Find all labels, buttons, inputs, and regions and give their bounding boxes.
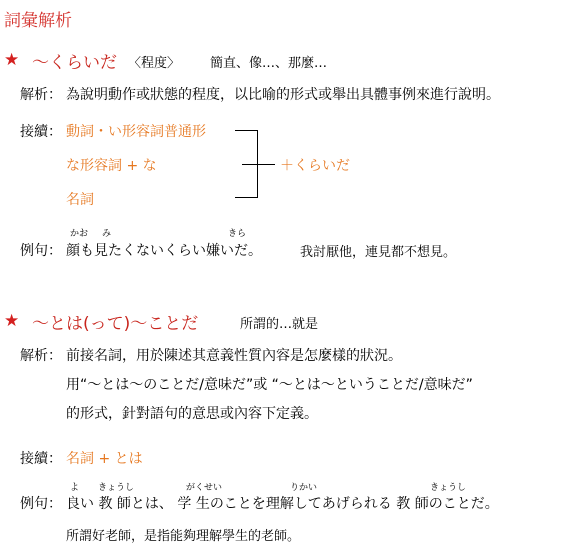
example-label-2: 例句： bbox=[20, 496, 62, 512]
example-segment: 師のことだ。 bbox=[414, 496, 499, 512]
example-word-gaku: 学 bbox=[177, 496, 192, 512]
furigana-rikai: りかい bbox=[290, 483, 318, 493]
connection-result-1: ＋くらいだ bbox=[280, 158, 350, 174]
example-segment: いだ。 bbox=[220, 243, 262, 259]
example-word-sei: 生 bbox=[195, 496, 210, 512]
example-segment: のことを bbox=[209, 496, 266, 512]
grammar-pattern-1: ～くらいだ bbox=[32, 53, 117, 73]
explanation-label-2: 解析： bbox=[20, 348, 62, 364]
furigana-mi: み bbox=[102, 229, 112, 239]
grammar-meaning-2: 所謂的…就是 bbox=[240, 317, 319, 332]
example-word-kyou-2: 教 bbox=[396, 496, 411, 512]
connection-item-2: な形容詞 + な bbox=[66, 158, 157, 174]
bracket-top-line bbox=[235, 130, 257, 131]
example-word-kyou: 教 bbox=[98, 496, 113, 512]
grammar-pattern-2: ～とは(って)～ことだ bbox=[32, 314, 199, 334]
furigana-kao: かお bbox=[70, 229, 89, 239]
example-segment: してあげられる bbox=[293, 496, 392, 512]
grammar-category-1: 〈程度〉 bbox=[128, 56, 181, 71]
star-icon: ★ bbox=[4, 311, 20, 331]
bracket-bottom-line bbox=[235, 197, 257, 198]
explanation-line-2: 用“～とは～のことだ/意味だ”或 “～とは～ということだ/意味だ” bbox=[66, 377, 473, 393]
example-translation-2: 所謂好老師，是指能夠理解學生的老師。 bbox=[66, 529, 301, 544]
furigana-kyoushi-2: きょうし bbox=[430, 483, 467, 493]
example-word-ri: 理 bbox=[265, 496, 280, 512]
example-segment: 師とは、 bbox=[116, 496, 173, 512]
bracket-middle-line bbox=[242, 164, 275, 165]
connection-item-2-1: 名詞 + とは bbox=[66, 451, 143, 467]
furigana-yo: よ bbox=[70, 483, 80, 493]
explanation-text-1: 為說明動作或狀態的程度，以比喻的形式或舉出具體事例來進行說明。 bbox=[66, 87, 500, 103]
grammar-meaning-1: 簡直、像…、那麼… bbox=[210, 56, 328, 71]
example-segment: も見たくないくらい bbox=[80, 243, 206, 259]
example-word-yoi: 良い bbox=[66, 496, 94, 512]
connection-item-1: 動詞・い形容詞普通形 bbox=[66, 124, 206, 140]
furigana-kyoushi: きょうし bbox=[98, 483, 135, 493]
example-word-kira: 嫌 bbox=[206, 243, 220, 259]
furigana-kira: きら bbox=[228, 229, 247, 239]
example-word-kai: 解 bbox=[279, 496, 294, 512]
explanation-line-1: 前接名詞，用於陳述其意義性質內容是怎麼樣的狀況。 bbox=[66, 348, 402, 364]
connection-label-2: 接續： bbox=[20, 451, 62, 467]
example-sentence-2 bbox=[66, 493, 499, 513]
furigana-gakusei: がくせい bbox=[186, 483, 223, 493]
example-sentence-1 bbox=[66, 240, 262, 260]
example-label-1: 例句： bbox=[20, 243, 62, 259]
explanation-label-1: 解析： bbox=[20, 87, 62, 103]
connection-label-1: 接續： bbox=[20, 124, 62, 140]
star-icon: ★ bbox=[4, 50, 20, 70]
page-heading: 詞彙解析 bbox=[4, 11, 72, 31]
explanation-line-3: 的形式，針對語句的意思或內容下定義。 bbox=[66, 406, 318, 422]
connection-item-3: 名詞 bbox=[66, 192, 94, 208]
example-translation-1: 我討厭他，連見都不想見。 bbox=[300, 245, 457, 260]
example-word-kao: 顔 bbox=[66, 243, 80, 259]
